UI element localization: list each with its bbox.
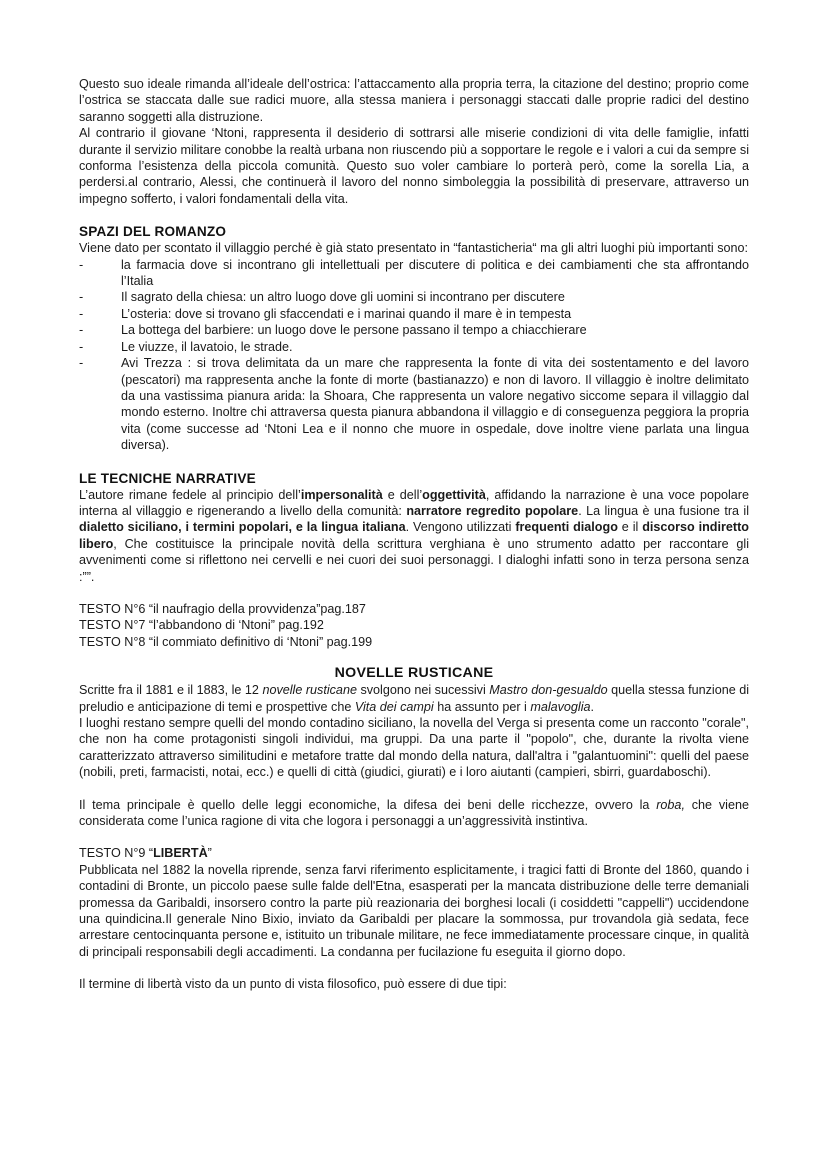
spazi-intro: Viene dato per scontato il villaggio perché è già stato presentato in “fantasticheria“ ma gli altri luoghi più importanti sono: xyxy=(79,241,749,256)
liberta-paragraph-1: Pubblicata nel 1882 la novella riprende, senza farvi riferimento esplicitamente, i tragici fatti di Bronte del 1860, quando i contadini di Bronte, un piccolo paese sulle falde dell'Etna, esasperati per la mancata distribuzione delle terre demaniali promessa da Garibaldi, insorsero contro la parte più reazionaria dei borghesi locali (i cosiddetti "cappelli") uccidendone una quindicina.Il generale Nino Bixio, inviato da Garibaldi per placare la sommossa, pur trovandola già sedata, fece arrestare centocinquanta persone e, istituito un tribunale militare, ne fece immediatamente processare cinque, in qualità di principali responsabili degli accadimenti. La condanna per fucilazione fu eseguita il giorno dopo. xyxy=(79,862,749,959)
liberta-heading: TESTO N°9 “LIBERTÀ” xyxy=(79,846,212,861)
list-item-text: Le viuzze, il lavatoio, le strade. xyxy=(121,339,293,354)
list-item xyxy=(79,355,749,453)
tecniche-heading: LE TECNICHE NARRATIVE xyxy=(79,470,256,486)
list-item xyxy=(79,306,749,322)
bold-term: oggettività xyxy=(422,487,486,502)
bold-term: frequenti dialogo xyxy=(515,520,618,535)
text-reference: TESTO N°6 “il naufragio della provvidenza”pag.187 xyxy=(79,601,366,616)
list-marker: - xyxy=(79,356,84,371)
list-marker: - xyxy=(79,290,84,305)
novelle-paragraph-3: Il tema principale è quello delle leggi economiche, la difesa dei beni delle ricchezze, ovvero la roba, che viene considerata come l’unica ragione di vita che logora i personaggi a un’aggressività instintiva. xyxy=(79,797,749,829)
novelle-paragraph-1: Scritte fra il 1881 e il 1883, le 12 novelle rusticane svolgono nei sucessivi Mastro don-gesualdo quella stessa funzione di preludio e anticipazione di temi e prospettive che Vita dei campi ha assunto per i malavoglia. xyxy=(79,683,750,714)
liberta-title: LIBERTÀ xyxy=(153,846,208,861)
list-item xyxy=(79,322,749,338)
spazi-list xyxy=(79,257,749,454)
document-page xyxy=(79,76,749,993)
list-item-text: La bottega del barbiere: un luogo dove le persone passano il tempo a chiacchierare xyxy=(121,323,587,338)
list-item xyxy=(79,339,749,355)
list-item-text: Il sagrato della chiesa: un altro luogo dove gli uomini si incontrano per discutere xyxy=(121,290,565,305)
list-item xyxy=(79,289,749,305)
tecniche-paragraph: L’autore rimane fedele al principio dell’impersonalità e dell’oggettività, affidando la narrazione è una voce popolare interna al villaggio e rigenerando a livello della comunità: narratore regredito popolare. La lingua è una fusione tra il dialetto siciliano, i termini popolari, e la lingua italiana. Vengono utilizzati frequenti dialogo e il discorso indiretto libero, Che costituisce la principale novità della scrittura verghiana è uno strumento adatto per raccontare gli avvenimenti come si riflettono nei cervelli e nei cuori dei suoi personaggi. I dialoghi infatti sono in terza persona senza :””. xyxy=(79,487,750,584)
spazi-heading: SPAZI DEL ROMANZO xyxy=(79,224,227,240)
bold-term: narratore regredito popolare xyxy=(406,503,579,518)
list-marker: - xyxy=(79,306,84,321)
list-marker: - xyxy=(79,339,84,354)
text-reference: TESTO N°7 “l’abbandono di ‘Ntoni” pag.192 xyxy=(79,618,324,633)
bold-term: discorso indiretto libero xyxy=(79,520,749,551)
bold-term: dialetto siciliano, i termini popolari, e la lingua italiana xyxy=(79,520,406,535)
list-marker: - xyxy=(79,257,84,272)
list-item-text: Avi Trezza : si trova delimitata da un mare che rappresenta la fonte di vita dei sostentamento e del lavoro (pescatori) ma rappresenta anche la fonte di morte (bastianazzo) e non di lavoro. Il villaggio è inoltre delimitato da una vastissima pianura arida: la Shoara, Che rappresenta un valore negativo siccome separa il villaggio dal mondo esterno. Inoltre chi attraversa questa pianura abbandona il villaggio e di conseguenza peggiora la propria vita (come successe ad ‘Ntoni Lea e il nonno che muore in ospedale, dove inoltre viene parlata una lingua diversa). xyxy=(121,356,749,453)
intro-paragraph-1: Questo suo ideale rimanda all’ideale dell’ostrica: l’attaccamento alla propria terra, la citazione del destino; proprio come l’ostrica se staccata dalle sue radici muore, alla stessa maniera i personaggi staccati dalle proprie radici del destino saranno soggetti alla distruzione. xyxy=(79,77,749,124)
novelle-title: NOVELLE RUSTICANE xyxy=(334,665,494,682)
list-marker: - xyxy=(79,323,84,338)
novelle-paragraph-2: I luoghi restano sempre quelli del mondo contadino siciliano, la novella del Verga si presenta come un racconto "corale", che non ha come protagonisti singoli individui, ma gruppi. Da una parte il "popolo", che, durante la rivolta viene caratterizzato attraverso similitudini e metafore tratte dal mondo della natura, dall'altra i "galantuomini": quelli del paese (nobili, preti, farmacisti, notai, ecc.) e quelli di città (giudici, giurati) e i loro aiutanti (campieri, sbirri, guardaboschi). xyxy=(79,716,749,780)
list-item-text: L’osteria: dove si trovano gli sfaccendati e i marinai quando il mare è in tempesta xyxy=(121,306,572,321)
intro-paragraph-2: Al contrario il giovane ‘Ntoni, rappresenta il desiderio di sottrarsi alle miserie condizioni di vita delle famiglie, infatti durante il servizio militare conobbe la realtà urbana non riuscendo più a sopportare le regole e i valori a cui da sempre si conforma l’esistenza della piccola comunità. Questo suo voler cambiare lo porterà però, come la sorella Lia, a perdersi.al contrario, Alessi, che continuerà il lavoro del nonno simboleggia la possibilità di preservare, attraverso un impegno sofferto, i valori fondamentali della vita. xyxy=(79,126,749,206)
list-item xyxy=(79,257,749,290)
text-reference: TESTO N°8 “il commiato definitivo di ‘Ntoni” pag.199 xyxy=(79,634,373,649)
text-references xyxy=(79,601,749,650)
bold-term: impersonalità xyxy=(300,487,383,502)
liberta-paragraph-2: Il termine di libertà visto da un punto di vista filosofico, può essere di due tipi: xyxy=(79,977,507,992)
list-item-text: la farmacia dove si incontrano gli intellettuali per discutere di politica e dei cambiamenti che sta affrontando l’Italia xyxy=(121,257,749,289)
